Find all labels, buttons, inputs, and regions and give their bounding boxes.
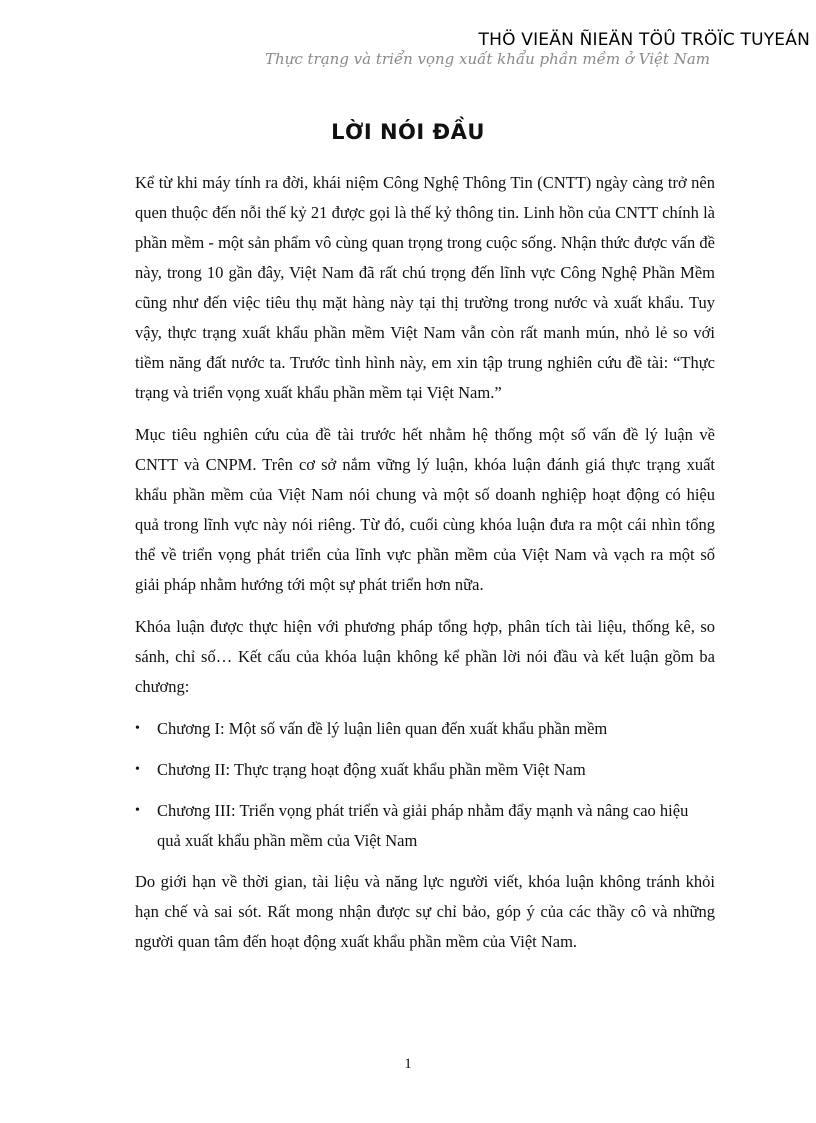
library-watermark: THÖ VIEÄN ÑIEÄN TÖÛ TRÖÏC TUYEÁN [478,30,810,50]
chapter-label: Chương III: Triển vọng phát triển và giải pháp nhằm đẩy mạnh và nâng cao hiệu quả xuất khẩu phần mềm của Việt Nam [157,801,689,850]
intro-paragraph: Kể từ khi máy tính ra đời, khái niệm Công Nghệ Thông Tin (CNTT) ngày càng trở nên quen thuộc đến nỗi thế kỷ 21 được gọi là thế kỷ thông tin. Linh hồn của CNTT chính là phần mềm - một sản phẩm vô cùng quan trọng trong cuộc sống. Nhận thức được vấn đề này, trong 10 gần đây, Việt Nam đã rất chú trọng đến lĩnh vực Công Nghệ Phần Mềm cũng như đến việc tiêu thụ mặt hàng này tại thị trường trong nước và xuất khẩu. Tuy vậy, thực trạng xuất khẩu phần mềm Việt Nam vẫn còn rất manh mún, nhỏ lẻ so với tiềm năng đất nước ta. Trước tình hình này, em xin tập trung nghiên cứu đề tài: “Thực trạng và triển vọng xuất khẩu phần mềm tại Việt Nam.” [135,173,715,402]
list-item [135,714,715,744]
chapter-label: Chương II: Thực trạng hoạt động xuất khẩu phần mềm Việt Nam [157,760,586,779]
page-title: LỜI NÓI ĐẦU [331,120,485,144]
running-head: Thực trạng và triển vọng xuất khẩu phần mềm ở Việt Nam [265,50,710,68]
chapter-label: Chương I: Một số vấn đề lý luận liên quan đến xuất khẩu phần mềm [157,719,608,738]
closing-paragraph: Do giới hạn về thời gian, tài liệu và năng lực người viết, khóa luận không tránh khỏi hạn chế và sai sót. Rất mong nhận được sự chỉ bảo, góp ý của các thầy cô và những người quan tâm đến hoạt động xuất khẩu phần mềm của Việt Nam. [135,872,715,951]
list-item [135,755,715,785]
bullet-icon: • [135,762,140,777]
objective-paragraph: Mục tiêu nghiên cứu của đề tài trước hết nhằm hệ thống một số vấn đề lý luận về CNTT và CNPM. Trên cơ sở nắm vững lý luận, khóa luận đánh giá thực trạng xuất khẩu phần mềm của Việt Nam nói chung và một số doanh nghiệp hoạt động có hiệu quả trong lĩnh vực này nói riêng. Từ đó, cuối cùng khóa luận đưa ra một cái nhìn tổng thể về triển vọng phát triển của lĩnh vực phần mềm của Việt Nam và vạch ra một số giải pháp nhằm hướng tới một sự phát triển hơn nữa. [135,425,715,594]
page-number: 1 [404,1056,412,1072]
bullet-icon: • [135,803,140,818]
list-item [135,796,715,856]
chapter-list [135,714,715,856]
document-body [135,168,715,969]
bullet-icon: • [135,721,140,736]
method-paragraph: Khóa luận được thực hiện với phương pháp tổng hợp, phân tích tài liệu, thống kê, so sánh, chỉ số… Kết cấu của khóa luận không kể phần lời nói đầu và kết luận gồm ba chương: [135,617,715,696]
